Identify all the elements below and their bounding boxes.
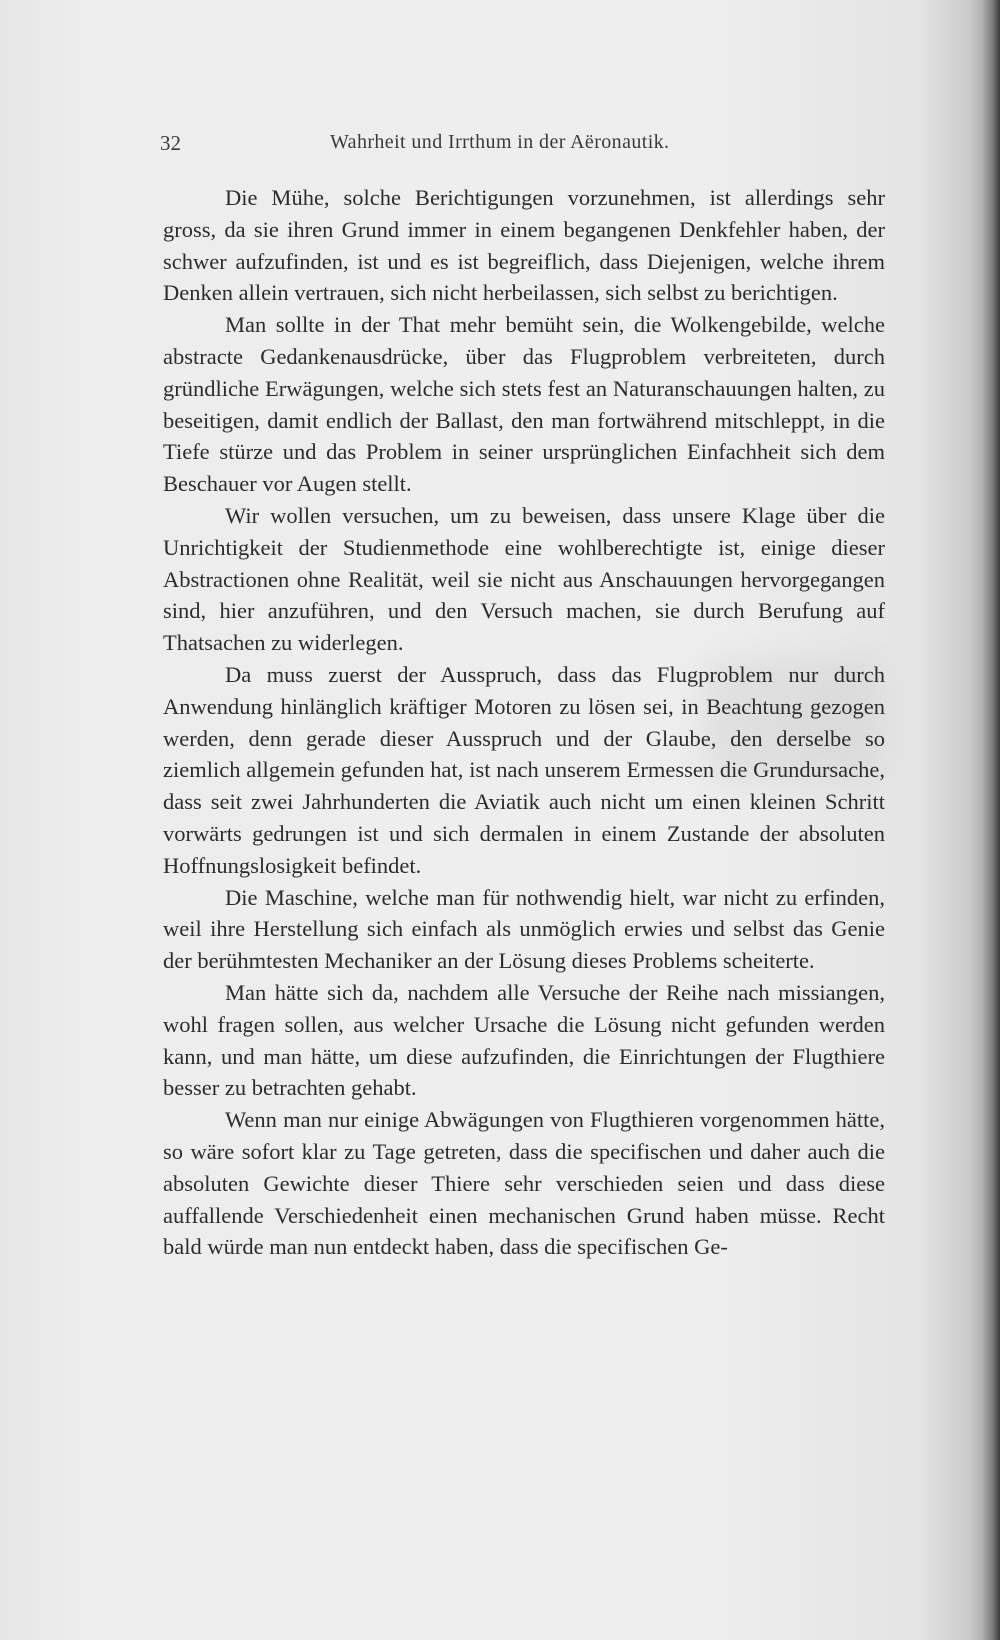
page-number: 32 bbox=[160, 131, 181, 155]
paragraph-7: Wenn man nur einige Abwägungen von Flugthieren vorgenommen hätte, so wäre sofort klar zu Tage getreten, dass die specifischen und daher auch die absoluten Gewichte dieser Thiere sehr verschieden seien und dass diese auffallende Verschiedenheit einen mechanischen Grund haben müsse. Recht bald würde man nun entdeckt haben, dass die specifischen Ge- bbox=[163, 1107, 885, 1260]
paragraph-1: Die Mühe, solche Berichtigungen vorzunehmen, ist allerdings sehr gross, da sie ihren Grund immer in einem begangenen Denkfehler haben, der schwer aufzufinden, ist und es ist begreiflich, dass Diejenigen, welche ihrem Denken allein vertrauen, sich nicht herbeilassen, sich selbst zu berichtigen. bbox=[163, 185, 885, 306]
paragraph-4: Da muss zuerst der Ausspruch, dass das Flugproblem nur durch Anwendung hinlänglich kräftiger Motoren zu lösen sei, in Beachtung gezogen werden, denn gerade dieser Ausspruch und der Glaube, den derselbe so ziemlich allgemein gefunden hat, ist nach unserem Ermessen die Grundursache, dass seit zwei Jahrhunderten die Aviatik auch nicht um einen kleinen Schritt vorwärts gedrungen ist und sich dermalen in einem Zustande der absoluten Hoffnungslosigkeit befindet. bbox=[163, 661, 885, 878]
page-header bbox=[160, 131, 740, 161]
paragraph-3: Wir wollen versuchen, um zu beweisen, dass unsere Klage über die Unrichtigkeit der Studienmethode eine wohlberechtigte ist, einige dieser Abstractionen ohne Realität, weil sie nicht aus Anschauungen hervorgegangen sind, hier anzuführen, und den Versuch machen, sie durch Berufung auf Thatsachen zu widerlegen. bbox=[163, 502, 885, 656]
paragraph-6: Man hätte sich da, nachdem alle Versuche der Reihe nach missiangen, wohl fragen sollen, aus welcher Ursache die Lösung nicht gefunden werden kann, und man hätte, um diese aufzufinden, die Einrichtungen der Flugthiere besser zu betrachten gehabt. bbox=[163, 979, 885, 1101]
book-spine-shadow bbox=[982, 0, 1000, 1640]
body-text bbox=[163, 182, 885, 1263]
running-title: Wahrheit und Irrthum in der Aëronautik. bbox=[330, 131, 670, 153]
paragraph-5: Die Maschine, welche man für nothwendig hielt, war nicht zu erfinden, weil ihre Herstellung sich einfach als unmöglich erwies und selbst das Genie der berühmtesten Mechaniker an der Lösung dieses Problems scheiterte. bbox=[163, 884, 885, 974]
paragraph-2: Man sollte in der That mehr bemüht sein, die Wolkengebilde, welche abstracte Gedankenausdrücke, über das Flugproblem verbreiteten, durch gründliche Erwägungen, welche sich stets fest an Naturanschauungen halten, zu beseitigen, damit endlich der Ballast, den man fortwährend mitschleppt, in die Tiefe stürze und das Problem in seiner ursprünglichen Einfachheit sich dem Beschauer vor Augen stellt. bbox=[163, 312, 885, 497]
